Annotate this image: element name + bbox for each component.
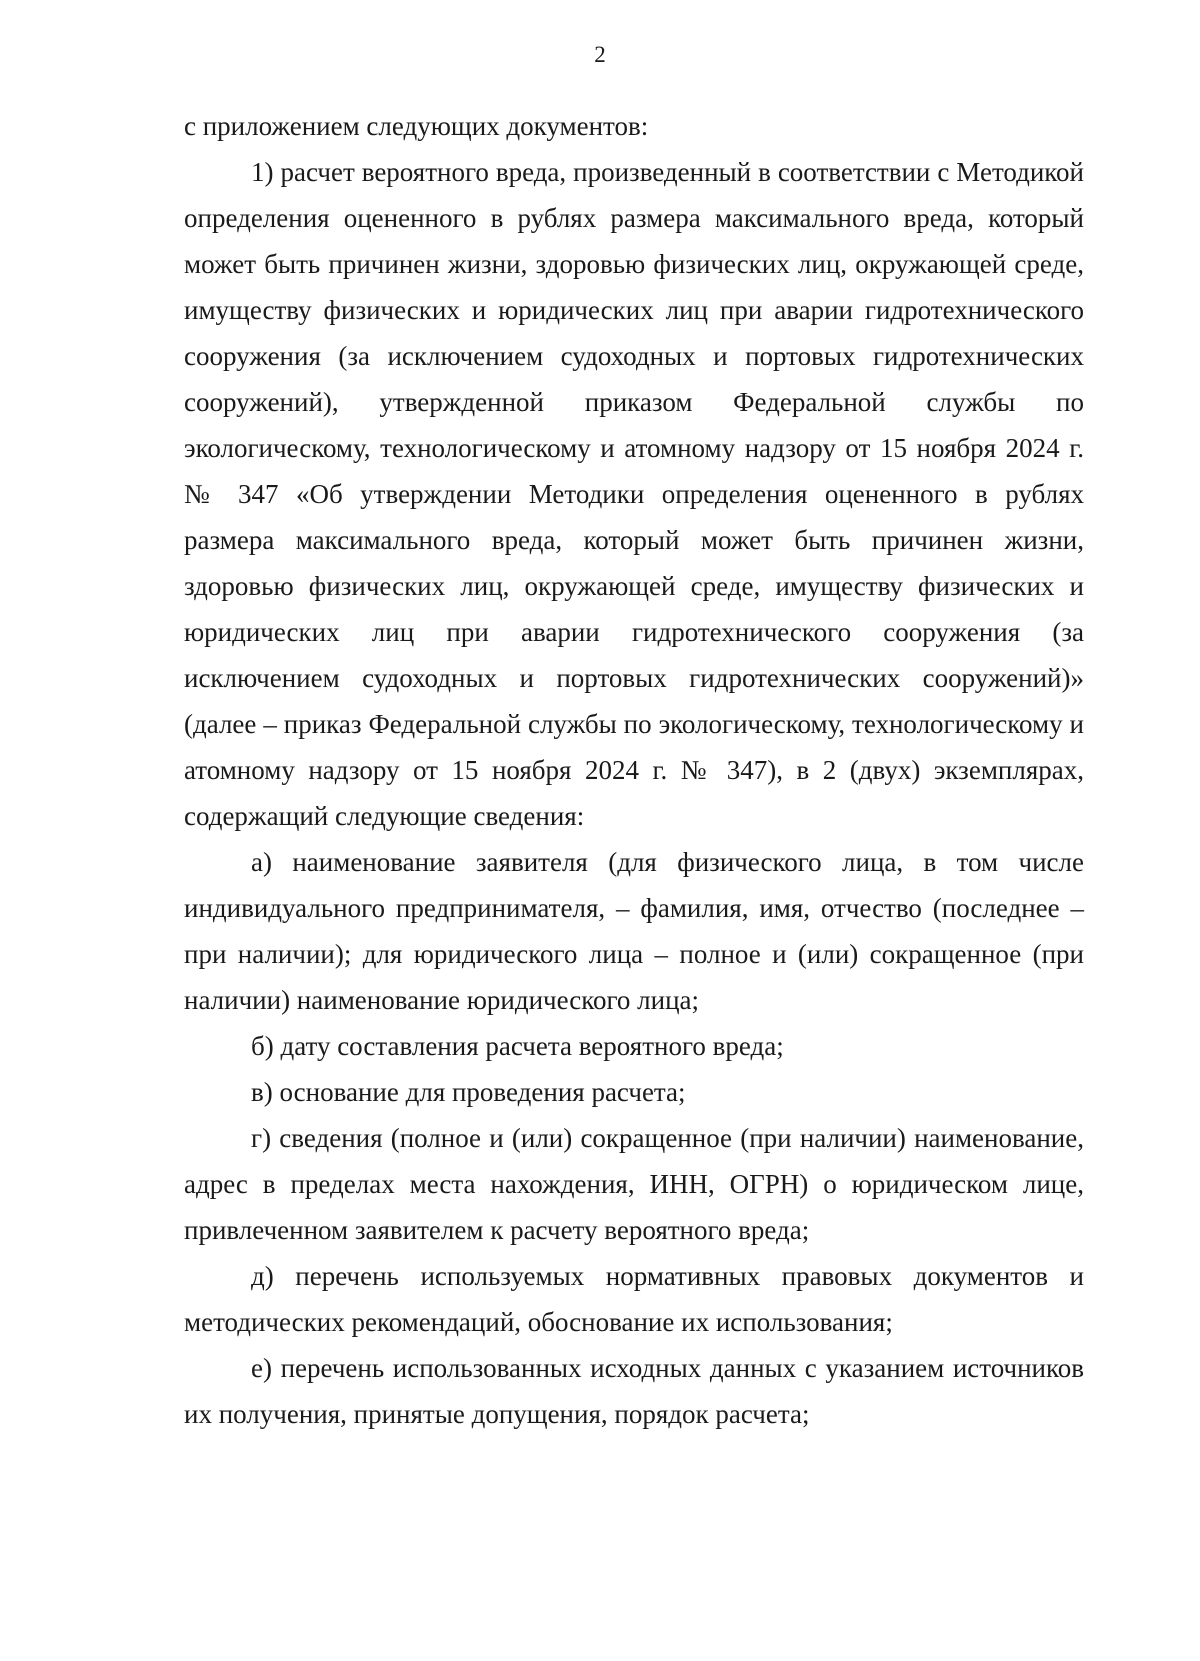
document-body xyxy=(184,103,1084,1437)
paragraph-item-1: 1) расчет вероятного вреда, произведенный в соответствии с Методикой определения оцененного в рублях размера максимального вреда, который может быть причинен жизни, здоровью физических лиц, окружающей среде, имуществу физических и юридических лиц при аварии гидротехнического сооружения (за исключением судоходных и портовых гидротехнических сооружений), утвержденной приказом Федеральной службы по экологическому, технологическому и атомному надзору от 15 ноября 2024 г. № 347 «Об утверждении Методики определения оцененного в рублях размера максимального вреда, который может быть причинен жизни, здоровью физических лиц, окружающей среде, имуществу физических и юридических лиц при аварии гидротехнического сооружения (за исключением судоходных и портовых гидротехнических сооружений)» (далее – приказ Федеральной службы по экологическому, технологическому и атомному надзору от 15 ноября 2024 г. № 347), в 2 (двух) экземплярах, содержащий следующие сведения: xyxy=(184,157,1084,831)
paragraph-subitem-g: г) сведения (полное и (или) сокращенное (при наличии) наименование, адрес в пределах места нахождения, ИНН, ОГРН) о юридическом лице, привлеченном заявителем к расчету вероятного вреда; xyxy=(184,1123,1084,1245)
paragraph-intro: с приложением следующих документов: xyxy=(184,111,649,141)
paragraph-subitem-a: а) наименование заявителя (для физического лица, в том числе индивидуального предпринимателя, – фамилия, имя, отчество (последнее – при наличии); для юридического лица – полное и (или) сокращенное (при наличии) наименование юридического лица; xyxy=(184,847,1084,1015)
paragraph-subitem-e: е) перечень использованных исходных данных с указанием источников их получения, принятые допущения, порядок расчета; xyxy=(184,1353,1084,1429)
page-number: 2 xyxy=(594,42,606,67)
paragraph-subitem-b: б) дату составления расчета вероятного вреда; xyxy=(251,1031,784,1061)
paragraph-subitem-d: д) перечень используемых нормативных правовых документов и методических рекомендаций, обоснование их использования; xyxy=(184,1261,1084,1337)
paragraph-subitem-v: в) основание для проведения расчета; xyxy=(251,1077,686,1107)
